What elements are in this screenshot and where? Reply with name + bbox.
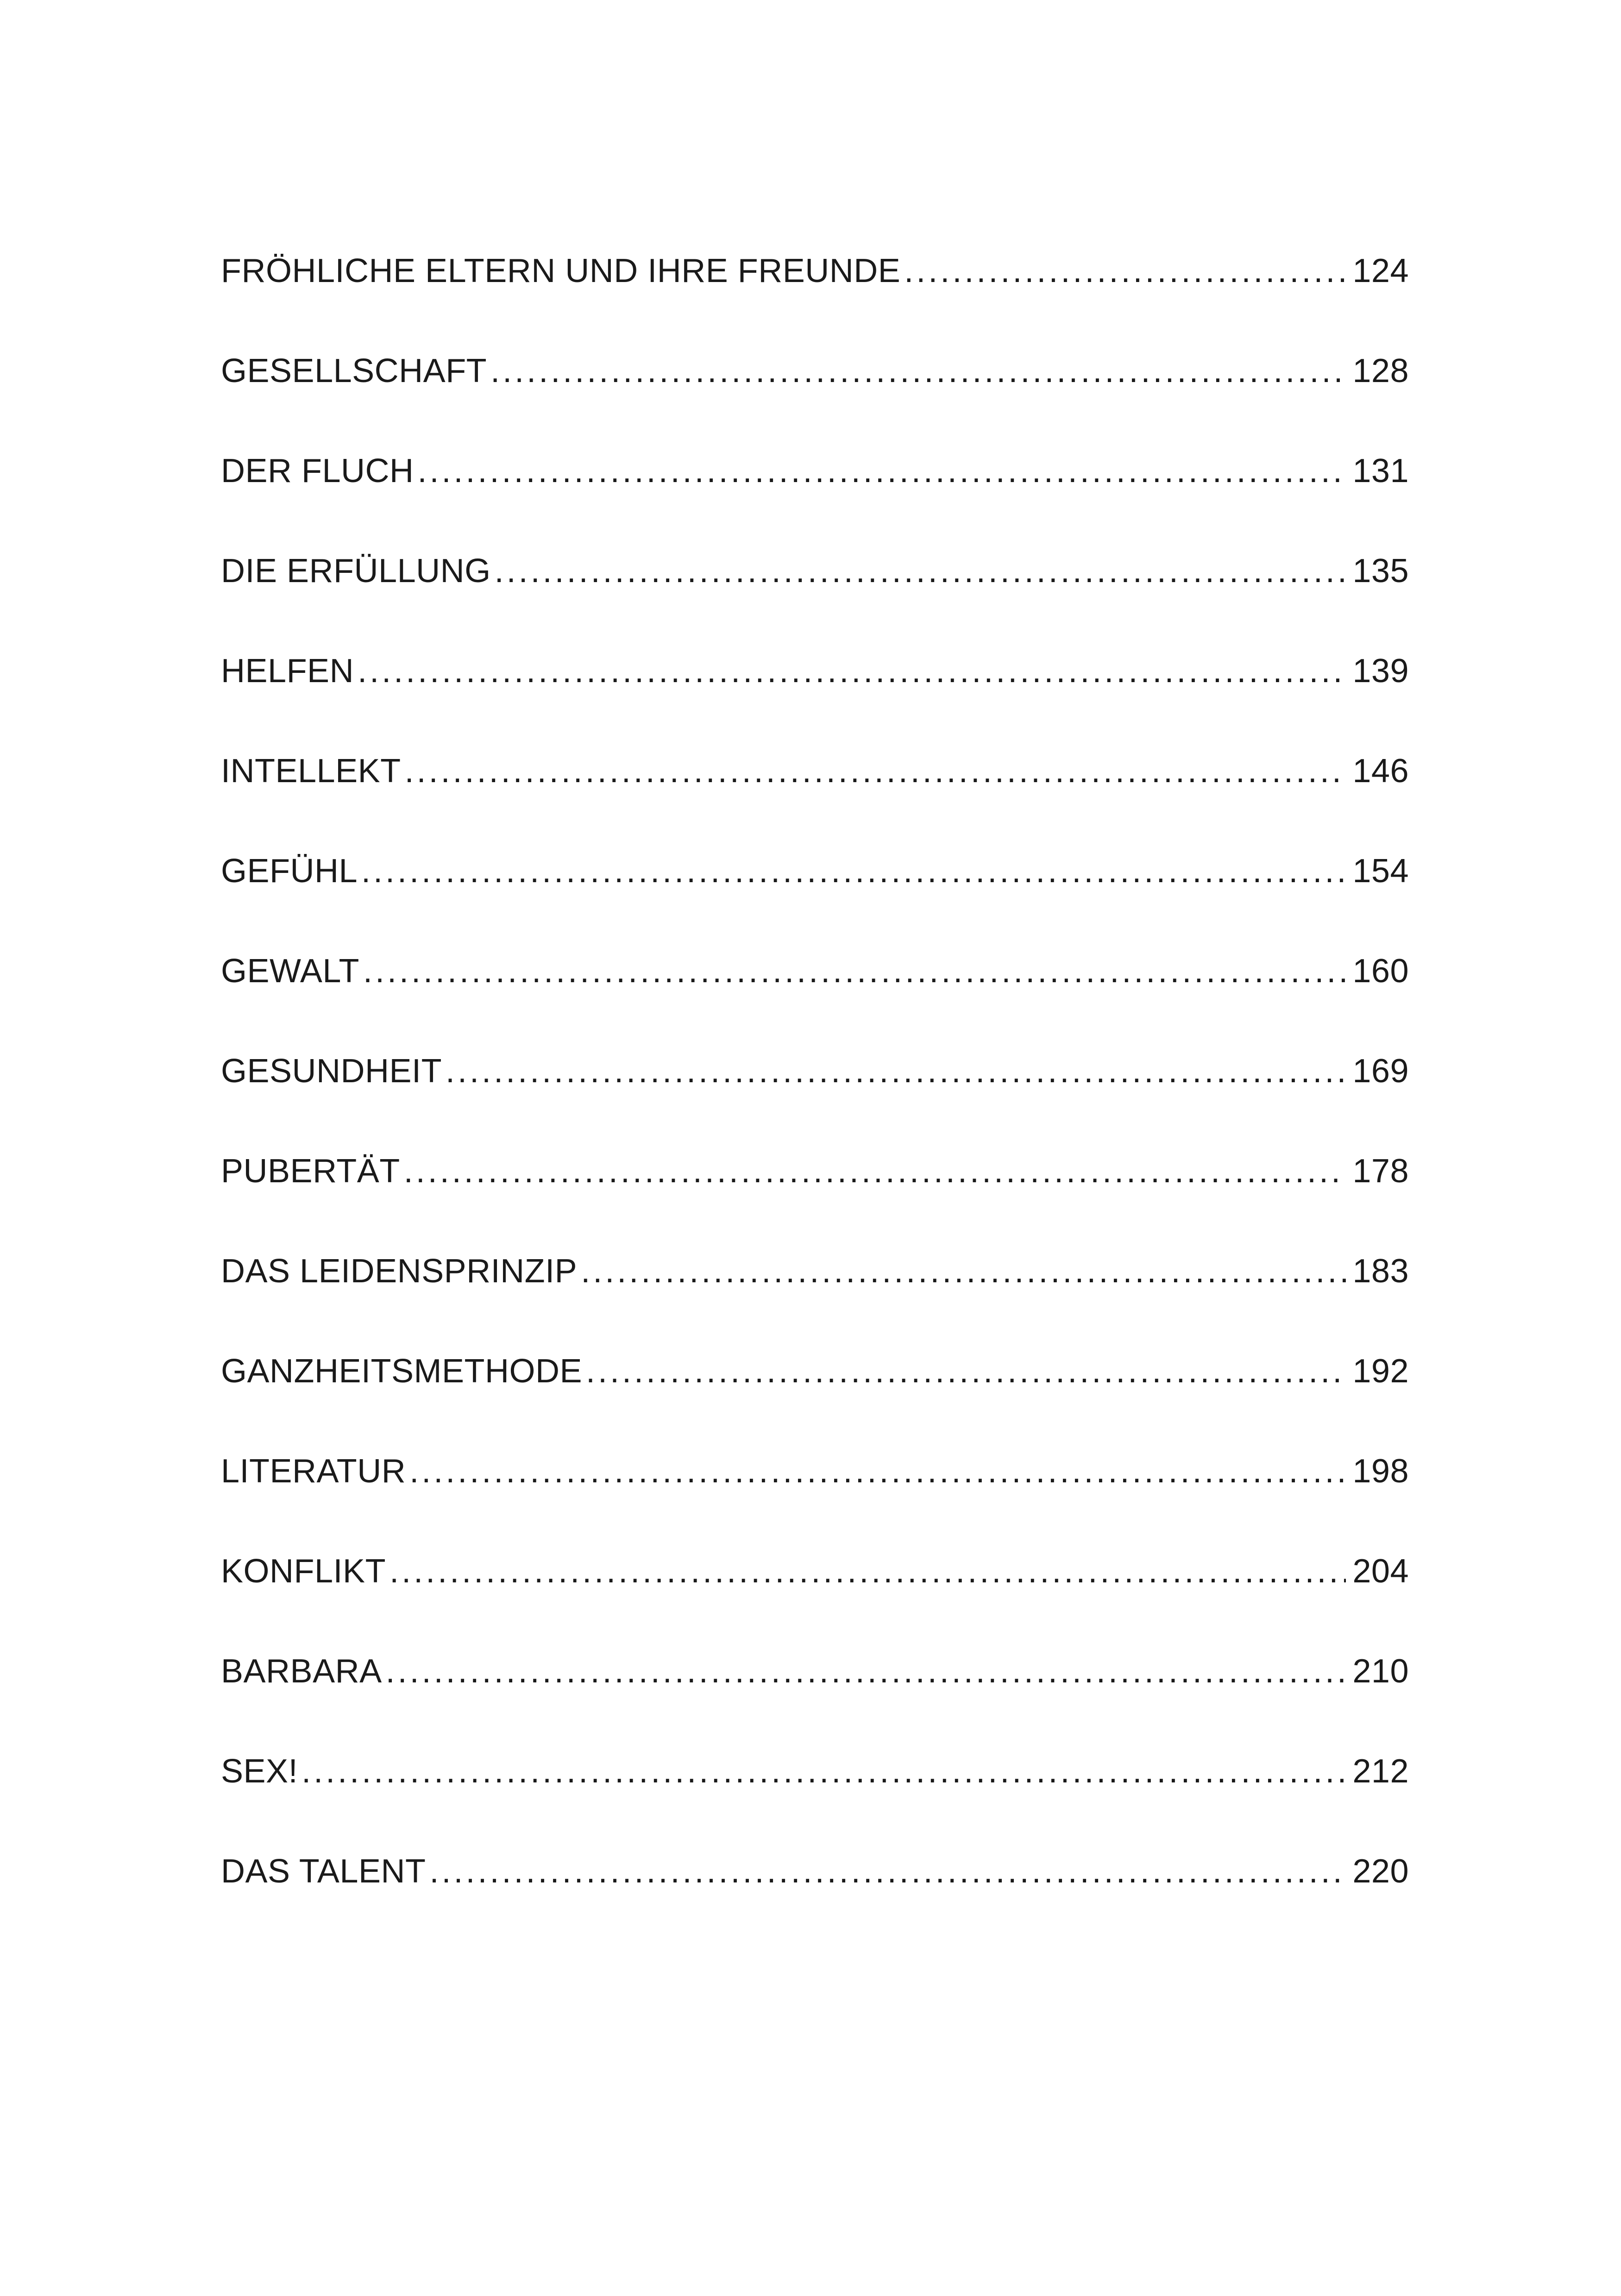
toc-dot-leader bbox=[446, 1050, 1346, 1092]
toc-entry[interactable] bbox=[221, 1441, 1409, 1492]
toc-entry-title: FRÖHLICHE ELTERN UND IHRE FREUNDE bbox=[221, 252, 901, 289]
toc-dot-leader bbox=[358, 650, 1346, 692]
toc-dot-leader bbox=[429, 1851, 1346, 1892]
toc-entry-title: KONFLIKT bbox=[221, 1553, 386, 1590]
toc-entry-page: 198 bbox=[1352, 1453, 1409, 1490]
toc-dot-leader bbox=[904, 250, 1346, 292]
toc-entry-page: 210 bbox=[1352, 1653, 1409, 1690]
toc-entry[interactable] bbox=[221, 341, 1409, 392]
toc-entry-page: 212 bbox=[1352, 1753, 1409, 1790]
toc-dot-leader bbox=[409, 1450, 1346, 1492]
toc-dot-leader bbox=[386, 1650, 1346, 1692]
toc-entry[interactable] bbox=[221, 1641, 1409, 1692]
toc-entry-page: 131 bbox=[1352, 452, 1409, 489]
toc-entry[interactable] bbox=[221, 1341, 1409, 1392]
toc-entry-page: 160 bbox=[1352, 953, 1409, 990]
toc-dot-leader bbox=[390, 1550, 1346, 1592]
toc-dot-leader bbox=[581, 1250, 1346, 1292]
toc-entry[interactable] bbox=[221, 641, 1409, 692]
toc-dot-leader bbox=[405, 750, 1346, 792]
toc-entry[interactable] bbox=[221, 1841, 1409, 1892]
toc-entry-title: HELFEN bbox=[221, 652, 354, 690]
toc-entry-page: 169 bbox=[1352, 1053, 1409, 1090]
toc-dot-leader bbox=[302, 1750, 1346, 1792]
toc-dot-leader bbox=[586, 1350, 1346, 1392]
toc-entry[interactable] bbox=[221, 741, 1409, 792]
toc-entry-title: SEX! bbox=[221, 1753, 298, 1790]
toc-entry-page: 146 bbox=[1352, 753, 1409, 790]
toc-dot-leader bbox=[495, 550, 1346, 592]
toc-entry[interactable] bbox=[221, 1541, 1409, 1592]
toc-entry-page: 139 bbox=[1352, 652, 1409, 690]
toc-entry-page: 178 bbox=[1352, 1153, 1409, 1190]
toc-entry-title: GANZHEITSMETHODE bbox=[221, 1353, 583, 1390]
toc-dot-leader bbox=[363, 950, 1346, 992]
toc-entry-title: GESELLSCHAFT bbox=[221, 352, 487, 389]
toc-entry[interactable] bbox=[221, 1241, 1409, 1292]
toc-entry-page: 135 bbox=[1352, 552, 1409, 590]
toc-entry-title: GEWALT bbox=[221, 953, 360, 990]
toc-entry-title: DAS TALENT bbox=[221, 1853, 426, 1890]
toc-entry-page: 183 bbox=[1352, 1253, 1409, 1290]
toc-dot-leader bbox=[404, 1150, 1346, 1192]
toc-dot-leader bbox=[361, 850, 1346, 892]
toc-entry-title: DAS LEIDENSPRINZIP bbox=[221, 1253, 578, 1290]
toc-entry-title: GEFÜHL bbox=[221, 853, 358, 890]
toc-entry-page: 124 bbox=[1352, 252, 1409, 289]
toc-dot-leader bbox=[490, 350, 1346, 392]
toc-entry[interactable] bbox=[221, 241, 1409, 292]
toc-entry[interactable] bbox=[221, 1041, 1409, 1092]
toc-entry[interactable] bbox=[221, 1141, 1409, 1192]
toc-entry-page: 204 bbox=[1352, 1553, 1409, 1590]
toc-dot-leader bbox=[418, 450, 1346, 492]
toc-entry-title: GESUNDHEIT bbox=[221, 1053, 442, 1090]
toc-entry-page: 154 bbox=[1352, 853, 1409, 890]
toc-entry-title: LITERATUR bbox=[221, 1453, 406, 1490]
toc-entry-title: DER FLUCH bbox=[221, 452, 414, 489]
toc-entry-title: PUBERTÄT bbox=[221, 1153, 400, 1190]
toc-entry[interactable] bbox=[221, 1741, 1409, 1792]
toc-entry-page: 192 bbox=[1352, 1353, 1409, 1390]
toc-entry-page: 128 bbox=[1352, 352, 1409, 389]
toc-entry[interactable] bbox=[221, 441, 1409, 492]
toc-entry[interactable] bbox=[221, 841, 1409, 892]
toc-entry-title: BARBARA bbox=[221, 1653, 382, 1690]
toc-entry-page: 220 bbox=[1352, 1853, 1409, 1890]
toc-entry-title: DIE ERFÜLLUNG bbox=[221, 552, 491, 590]
toc-entry[interactable] bbox=[221, 941, 1409, 992]
toc-entry[interactable] bbox=[221, 541, 1409, 592]
toc-entry-title: INTELLEKT bbox=[221, 753, 401, 790]
